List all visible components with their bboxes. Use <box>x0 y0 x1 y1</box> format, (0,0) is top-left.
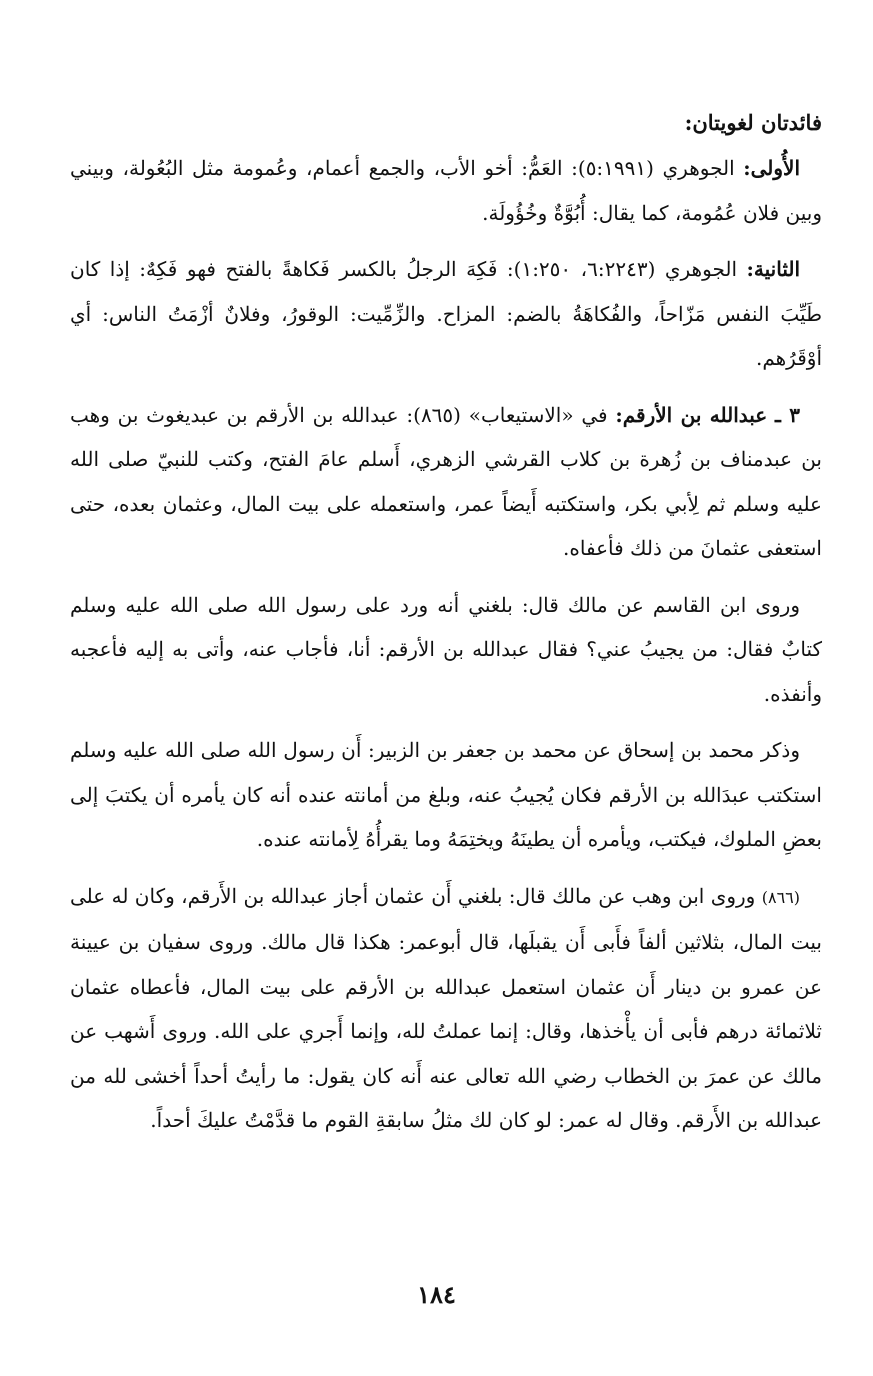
paragraph-ibn-qasim <box>70 583 822 717</box>
note-label-second: الثانية: <box>746 257 801 281</box>
paragraph-text: وذكر محمد بن إسحاق عن محمد بن جعفر بن الزبير: أَن رسول الله صلى الله عليه وسلم استكتب عبدَالله بن الأرقم فكان يُجيبُ عنه، وبلغ من أمانته عنده أنه كان يأمره أن يكتبَ إلى بعضِ الملوك، فيكتب، ويأمره أن يطينَهُ ويختِمَهُ وما يقرأُهُ لِأمانته عنده. <box>70 738 822 851</box>
page-body <box>70 108 822 1147</box>
reference-number: (٨٦٦) <box>761 887 800 907</box>
paragraph-second-note <box>70 247 822 381</box>
paragraph-biography-entry <box>70 393 822 571</box>
note-text-second: الجوهري (٦:٢٢٤٣، ١:٢٥٠): فَكِهَ الرجلُ بالكسر فَكاهةً بالفتح فهو فَكِهٌ: إذا كان طَيِّبَ النفس مَزّاحاً، والفُكاهَةُ بالضم: المزاح. والزِّمِّيت: الوقورُ، وفلانٌ أزْمَتُ الناس: أي أوْقَرُهم. <box>70 257 822 370</box>
section-heading: فائدتان لغويتان: <box>684 110 822 135</box>
entry-name: عبدالله بن الأرقم: <box>615 402 768 427</box>
entry-number: ٣ ـ <box>775 402 800 427</box>
paragraph-ibn-wahb <box>70 874 822 1143</box>
note-label-first: الأُولى: <box>743 156 801 180</box>
paragraph-text: وروى ابن القاسم عن مالك قال: بلغني أنه ورد على رسول الله صلى الله عليه وسلم كتابٌ فقال: من يجيبُ عني؟ فقال عبدالله بن الأرقم: أنا، فأجاب عنه، وأتى به إليه فأعجبه وأنفذه. <box>70 592 822 706</box>
entry-text: في «الاستيعاب» (٨٦٥): عبدالله بن الأرقم بن عبديغوث بن وهب بن عبدمناف بن زُهرة بن كلاب القرشي الزهري، أَسلم عامَ الفتح، وكتب للنبيّ صلى الله عليه وسلم ثم لِأبي بكر، واستكتبه أَيضاً عمر، واستعمله على بيت المال، وعثمان بعده، حتى استعفى عثمانَ من ذلك فأعفاه. <box>70 402 822 560</box>
page-number: ١٨٤ <box>417 1280 456 1309</box>
paragraph-ibn-ishaq <box>70 728 822 862</box>
paragraph-first-note <box>70 146 822 235</box>
note-text-first: الجوهري (٥:١٩٩١): العَمُّ: أخو الأب، والجمع أعمام، وعُمومة مثل البُعُولة، وبيني وبين فلان عُمُومة، كما يقال: أُبُوَّةٌ وخُؤُولَة. <box>70 156 822 225</box>
paragraph-text: وروى ابن وهب عن مالك قال: بلغني أَن عثمان أجاز عبدالله بن الأَرقم، وكان له على بيت المال، بثلاثين ألفاً فأَبى أَن يقبلَها، قال أبوعمر: هكذا قال مالك. وروى سفيان بن عيينة عن عمرو بن دينار أَن عثمان استعمل عبدالله بن الأرقم على بيت المال، فأعطاه عثمان ثلاثمائة درهم فأبى أن يأْخذها، وقال: إنما عملتُ لله، وإنما أَجري على الله. وروى أَشهب عن مالك عن عمرَ بن الخطاب رضي الله تعالى عنه أَنه كان يقول: ما رأيتُ أحداً أخشى لله من عبدالله بن الأَرقم. وقال له عمر: لو كان لك مثلُ سابقةِ القوم ما قدَّمْتُ عليكَ أحداً. <box>70 883 823 1132</box>
